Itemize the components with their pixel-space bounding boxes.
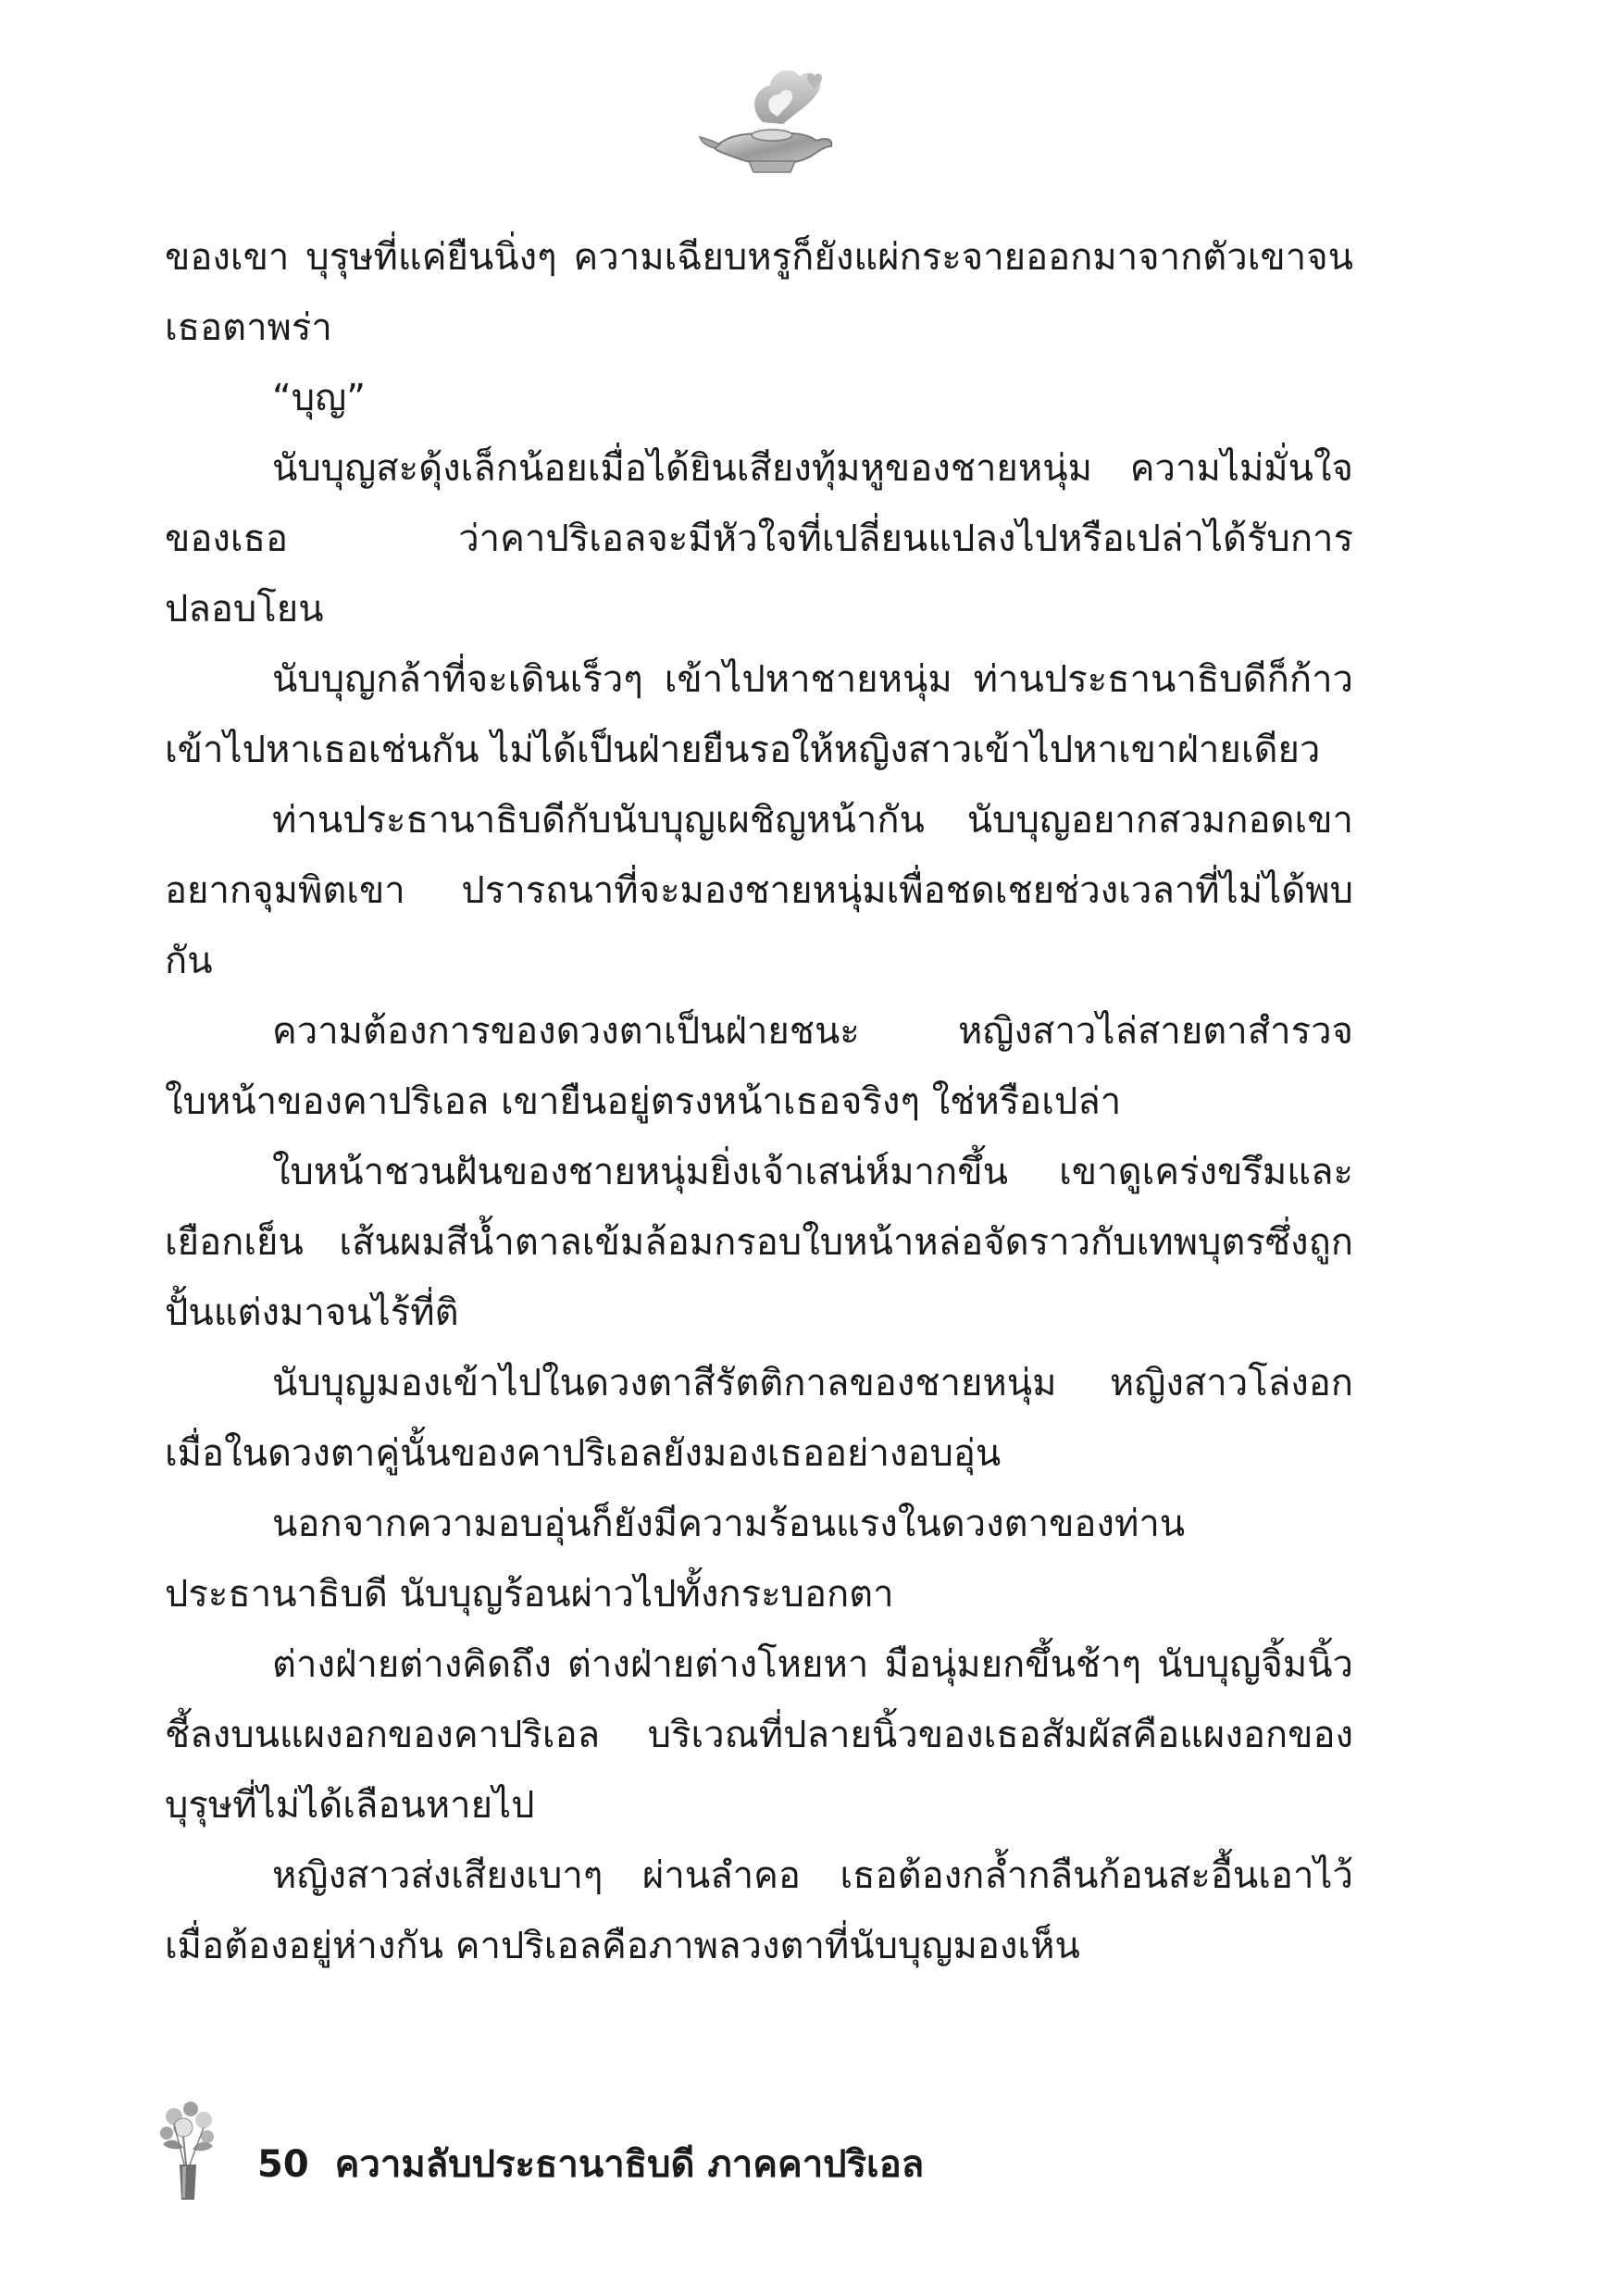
paragraph: ต่างฝ่ายต่างคิดถึง ต่างฝ่ายต่างโหยหา มือนุ่มยกขึ้นช้าๆ นับบุญจิ้มนิ้วชี้ลงบนแผงอกของคาปริเอล บริเวณที่ปลายนิ้วของเธอสัมผัสคือแผงอกของบุรุษที่ไม่ได้เลือนหายไป [165,1643,1353,1827]
page-number: 50 [257,2143,309,2186]
paragraph: “บุญ” [272,377,366,419]
footer-caption [257,2139,924,2190]
flower-vase-icon [156,2100,220,2203]
paragraph: นับบุญสะดุ้งเล็กน้อยเมื่อได้ยินเสียงทุ้มหูของชายหนุ่ม ความไม่มั่นใจของเธอ ว่าคาปริเอลจะมีหัวใจที่เปลี่ยนแปลงไปหรือเปล่าได้รับการปลอบโยน [165,447,1353,630]
book-title: ความลับประธานาธิบดี ภาคคาปริเอล [334,2143,925,2186]
paragraph: ท่านประธานาธิบดีกับนับบุญเผชิญหน้ากัน นับบุญอยากสวมกอดเขา อยากจุมพิตเขา ปรารถนาที่จะมองชายหนุ่มเพื่อชดเชยช่วงเวลาที่ไม่ได้พบกัน [165,799,1353,982]
page-footer [139,2100,1157,2211]
paragraph: ใบหน้าชวนฝันของชายหนุ่มยิ่งเจ้าเสน่ห์มากขึ้น เขาดูเคร่งขรึมและเยือกเย็น เส้นผมสีน้ำตาลเข้มล้อมกรอบใบหน้าหล่อจัดราวกับเทพบุตรซึ่งถูกปั้นแต่งมาจนไร้ที่ติ [165,1151,1353,1334]
genie-lamp-icon [698,57,837,178]
paragraph: หญิงสาวส่งเสียงเบาๆ ผ่านลำคอ เธอต้องกล้ำกลืนก้อนสะอื้นเอาไว้ เมื่อต้องอยู่ห่างกัน คาปริเอลคือภาพลวงตาที่นับบุญมองเห็น [165,1854,1353,1967]
paragraph: นับบุญกล้าที่จะเดินเร็วๆ เข้าไปหาชายหนุ่ม ท่านประธานาธิบดีก็ก้าวเข้าไปหาเธอเช่นกัน ไม่ได้เป็นฝ่ายยืนรอให้หญิงสาวเข้าไปหาเขาฝ่ายเดียว [165,658,1353,771]
paragraph: ของเขา บุรุษที่แค่ยืนนิ่งๆ ความเฉียบหรูก็ยังแผ่กระจายออกมาจากตัวเขาจนเธอตาพร่า [165,236,1353,349]
paragraph: นับบุญมองเข้าไปในดวงตาสีรัตติกาลของชายหนุ่ม หญิงสาวโล่งอกเมื่อในดวงตาคู่นั้นของคาปริเอลยังมองเธออย่างอบอุ่น [165,1362,1353,1475]
paragraph: ความต้องการของดวงตาเป็นฝ่ายชนะ หญิงสาวไล่สายตาสำรวจใบหน้าของคาปริเอล เขายืนอยู่ตรงหน้าเธอจริงๆ ใช่หรือเปล่า [165,1010,1353,1123]
paragraph: นอกจากความอบอุ่นก็ยังมีความร้อนแรงในดวงตาของท่านประธานาธิบดี นับบุญร้อนผ่าวไปทั้งกระบอกตา [165,1503,1186,1616]
body-text [165,222,1353,1981]
